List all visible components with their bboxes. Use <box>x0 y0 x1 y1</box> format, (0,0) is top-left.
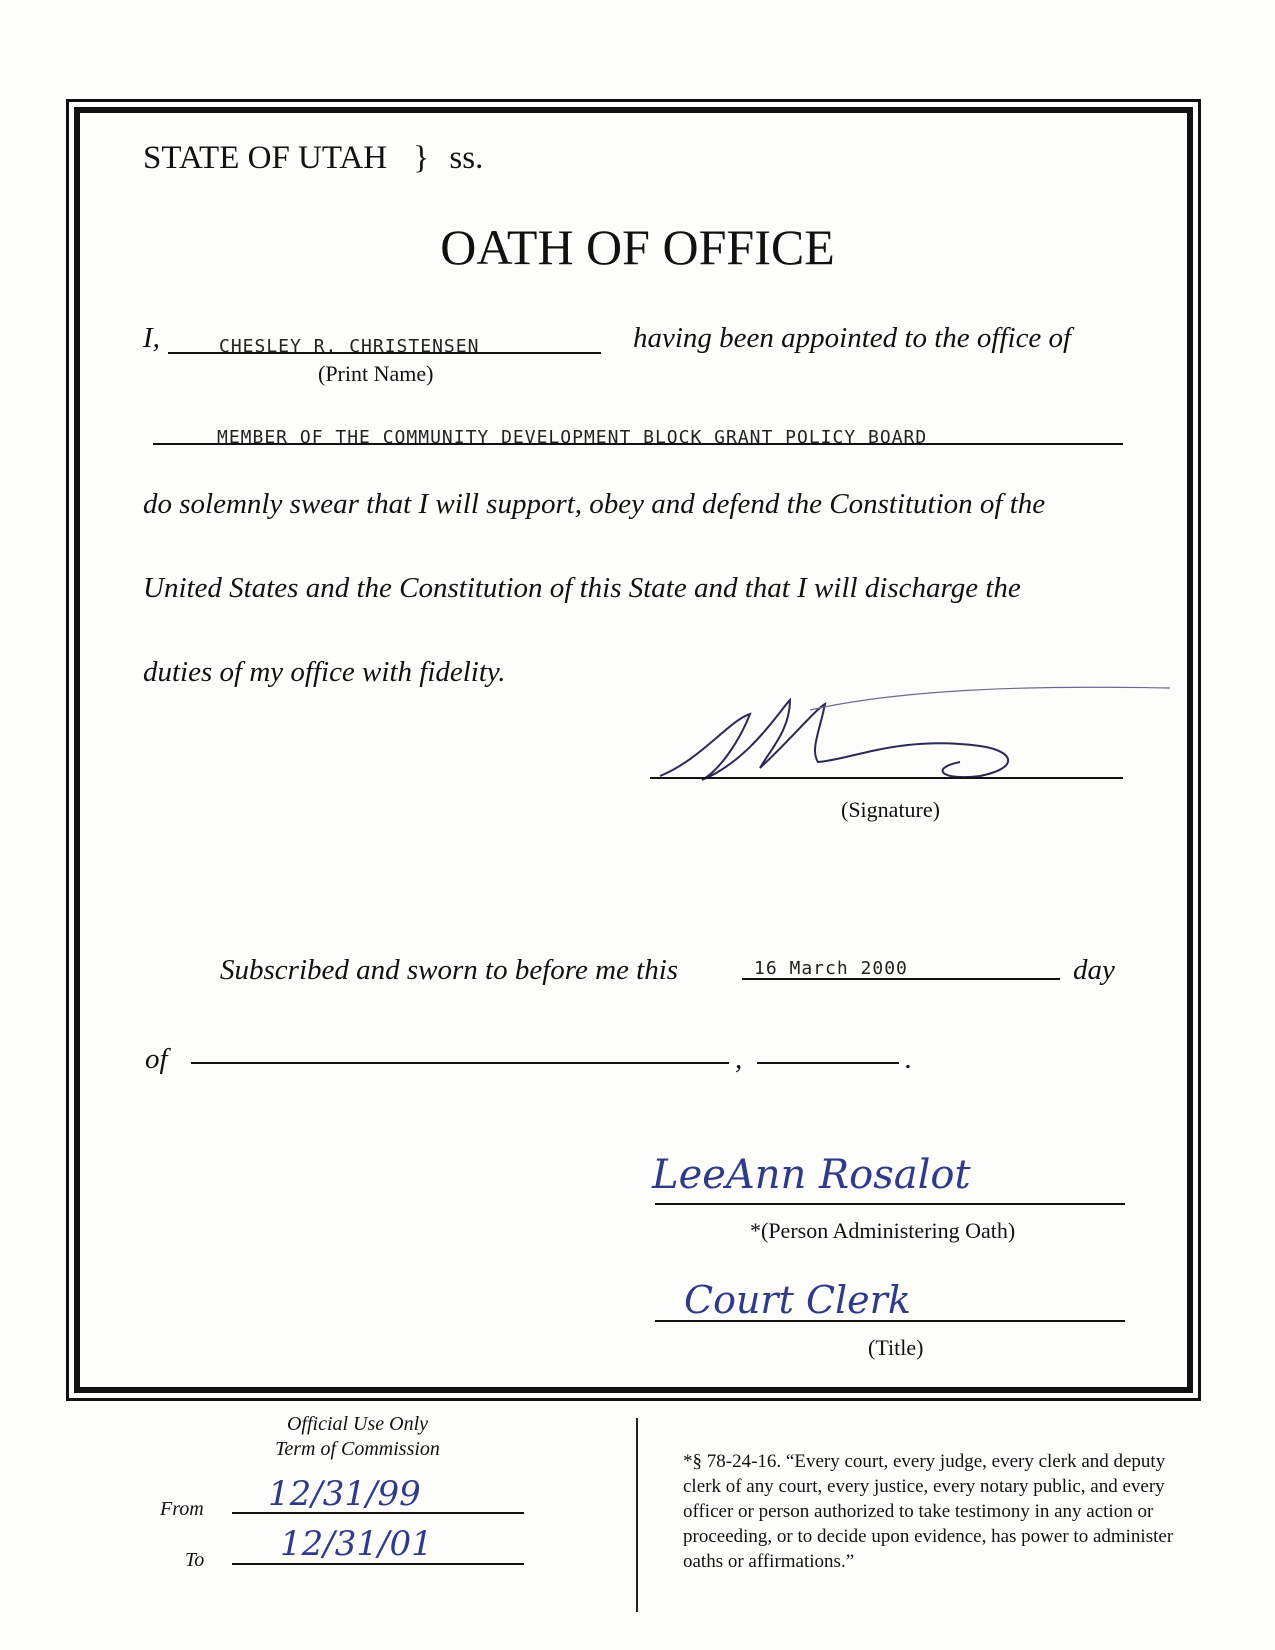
footer-divider <box>636 1418 638 1612</box>
date-underline <box>742 978 1060 980</box>
office-value: MEMBER OF THE COMMUNITY DEVELOPMENT BLOCK GRANT POLICY BOARD <box>217 427 928 448</box>
sworn-text: Subscribed and sworn to before me this <box>220 954 679 986</box>
signature-line <box>650 777 1123 779</box>
from-underline <box>232 1512 524 1514</box>
document-title: OATH OF OFFICE <box>440 219 835 275</box>
comma: , <box>735 1043 743 1075</box>
month-underline <box>191 1062 729 1064</box>
appointed-text: having been appointed to the office of <box>633 322 1072 354</box>
administrator-line <box>655 1203 1125 1205</box>
year-underline <box>757 1062 899 1064</box>
official-use-heading: Official Use Only <box>286 1413 429 1435</box>
term-heading: Term of Commission <box>275 1438 440 1460</box>
office-underline <box>153 443 1123 445</box>
signature-caption: (Signature) <box>841 797 940 822</box>
from-value: 12/31/99 <box>268 1474 421 1514</box>
prefix-i: I, <box>143 322 160 354</box>
printed-name: CHESLEY R. CHRISTENSEN <box>219 336 480 357</box>
title-caption: (Title) <box>868 1335 924 1360</box>
period: . <box>905 1043 913 1075</box>
title-line <box>655 1320 1125 1322</box>
state-brace: } <box>413 140 430 176</box>
oath-line-3: duties of my office with fidelity. <box>143 656 506 688</box>
day-word: day <box>1073 954 1115 986</box>
state-heading <box>143 140 483 177</box>
state-name: STATE OF UTAH <box>143 140 388 176</box>
print-name-caption: (Print Name) <box>318 361 434 386</box>
oath-line-2: United States and the Constitution of this State and that I will discharge the <box>143 572 1021 604</box>
administrator-caption: *(Person Administering Oath) <box>750 1218 1016 1243</box>
statute-text: *§ 78-24-16. “Every court, every judge, every clerk and deputy clerk of any court, every justice, every notary public, and every officer or person authorized to take testimony in any action or proceeding, or to decide upon evidence, has power to administer oaths or affirmations.” <box>683 1451 1174 1572</box>
to-value: 12/31/01 <box>280 1524 433 1564</box>
state-ss: ss. <box>449 140 484 176</box>
to-underline <box>232 1563 524 1565</box>
oath-line-1: do solemnly swear that I will support, obey and defend the Constitution of the <box>143 488 1046 520</box>
administrator-signature: LeeAnn Rosalot <box>652 1152 971 1198</box>
sworn-date: 16 March 2000 <box>754 958 908 979</box>
from-label: From <box>160 1498 204 1520</box>
to-label: To <box>185 1549 205 1571</box>
title-handwritten: Court Clerk <box>684 1278 911 1322</box>
of-word: of <box>145 1043 168 1075</box>
